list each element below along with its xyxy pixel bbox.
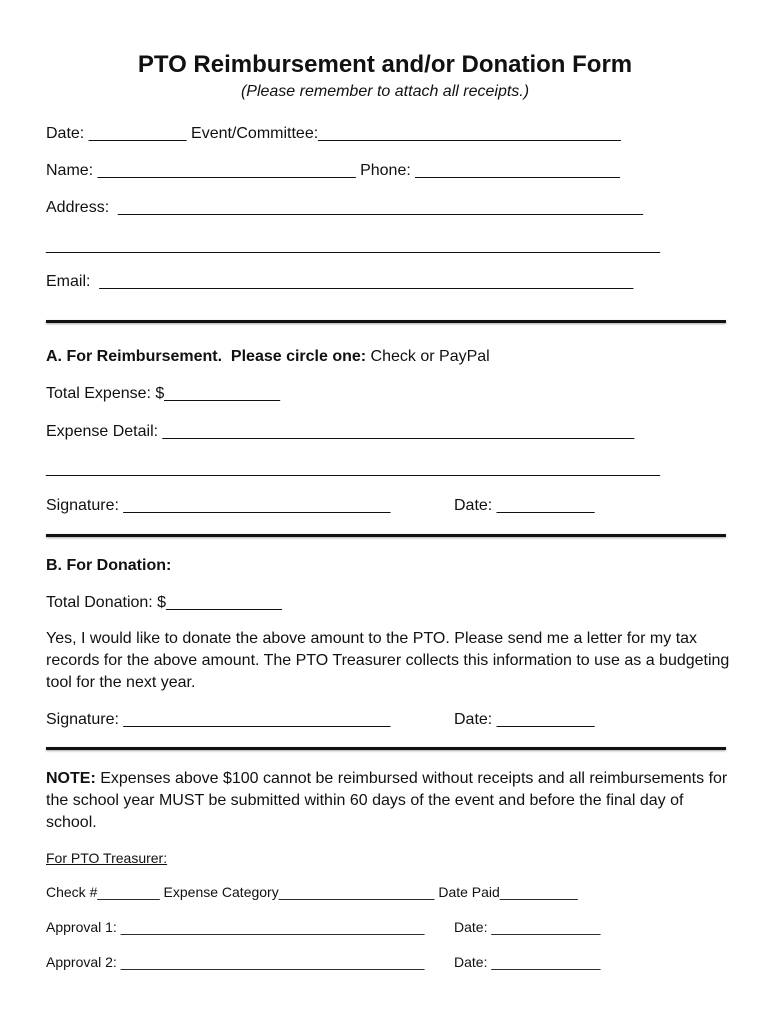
total-donation-line[interactable]: Total Donation: $_____________ — [46, 594, 282, 611]
form-title: PTO Reimbursement and/or Donation Form — [137, 51, 633, 78]
note-text: Expenses above $100 cannot be reimbursed without receipts and all reimbursements for the school year MUST be submitted within 60 days of the event and before the final day of school. — [46, 770, 728, 831]
address-line-2[interactable]: _____________________________________________________________________ — [46, 237, 660, 254]
section-divider — [46, 320, 726, 323]
section-divider — [46, 534, 726, 537]
reimbursement-date-line[interactable]: Date: ___________ — [454, 497, 595, 514]
reimbursement-heading — [46, 347, 490, 367]
expense-detail-line-2[interactable]: _____________________________________________________________________ — [46, 460, 660, 477]
treasurer-check-line[interactable]: Check #________ Expense Category____________________ Date Paid__________ — [46, 884, 578, 900]
section-divider — [46, 747, 726, 750]
note-label: NOTE: — [46, 770, 96, 787]
reimbursement-heading-label: A. For Reimbursement. Please circle one: — [46, 348, 367, 365]
email-line[interactable]: Email: ____________________________________________________________ — [46, 273, 634, 290]
total-expense-line[interactable]: Total Expense: $_____________ — [46, 385, 280, 402]
reimbursement-signature-line[interactable]: Signature: ______________________________ — [46, 497, 391, 514]
approval-2-date-line[interactable]: Date: ______________ — [454, 954, 601, 970]
payment-options[interactable]: Check or PayPal — [366, 348, 490, 365]
donation-signature-line[interactable]: Signature: ______________________________ — [46, 711, 391, 728]
treasurer-heading: For PTO Treasurer: — [46, 850, 168, 866]
approval-1-date-line[interactable]: Date: ______________ — [454, 919, 601, 935]
date-event-line[interactable]: Date: ___________ Event/Committee:__________________________________ — [46, 125, 621, 142]
donation-heading: B. For Donation: — [46, 557, 172, 574]
note-paragraph — [46, 768, 736, 834]
expense-detail-line[interactable]: Expense Detail: _____________________________________________________ — [46, 423, 635, 440]
name-phone-line[interactable]: Name: _____________________________ Phone: _______________________ — [46, 162, 620, 179]
approval-2-line[interactable]: Approval 2: _______________________________________ — [46, 954, 425, 970]
approval-1-line[interactable]: Approval 1: _______________________________________ — [46, 919, 425, 935]
donation-paragraph: Yes, I would like to donate the above amount to the PTO. Please send me a letter for my tax records for the above amount. The PTO Treasurer collects this information to use as a budgeting tool for the next year. — [46, 630, 730, 691]
donation-date-line[interactable]: Date: ___________ — [454, 711, 595, 728]
form-subtitle: (Please remember to attach all receipts.) — [240, 83, 530, 100]
address-line[interactable]: Address: ___________________________________________________________ — [46, 199, 644, 216]
